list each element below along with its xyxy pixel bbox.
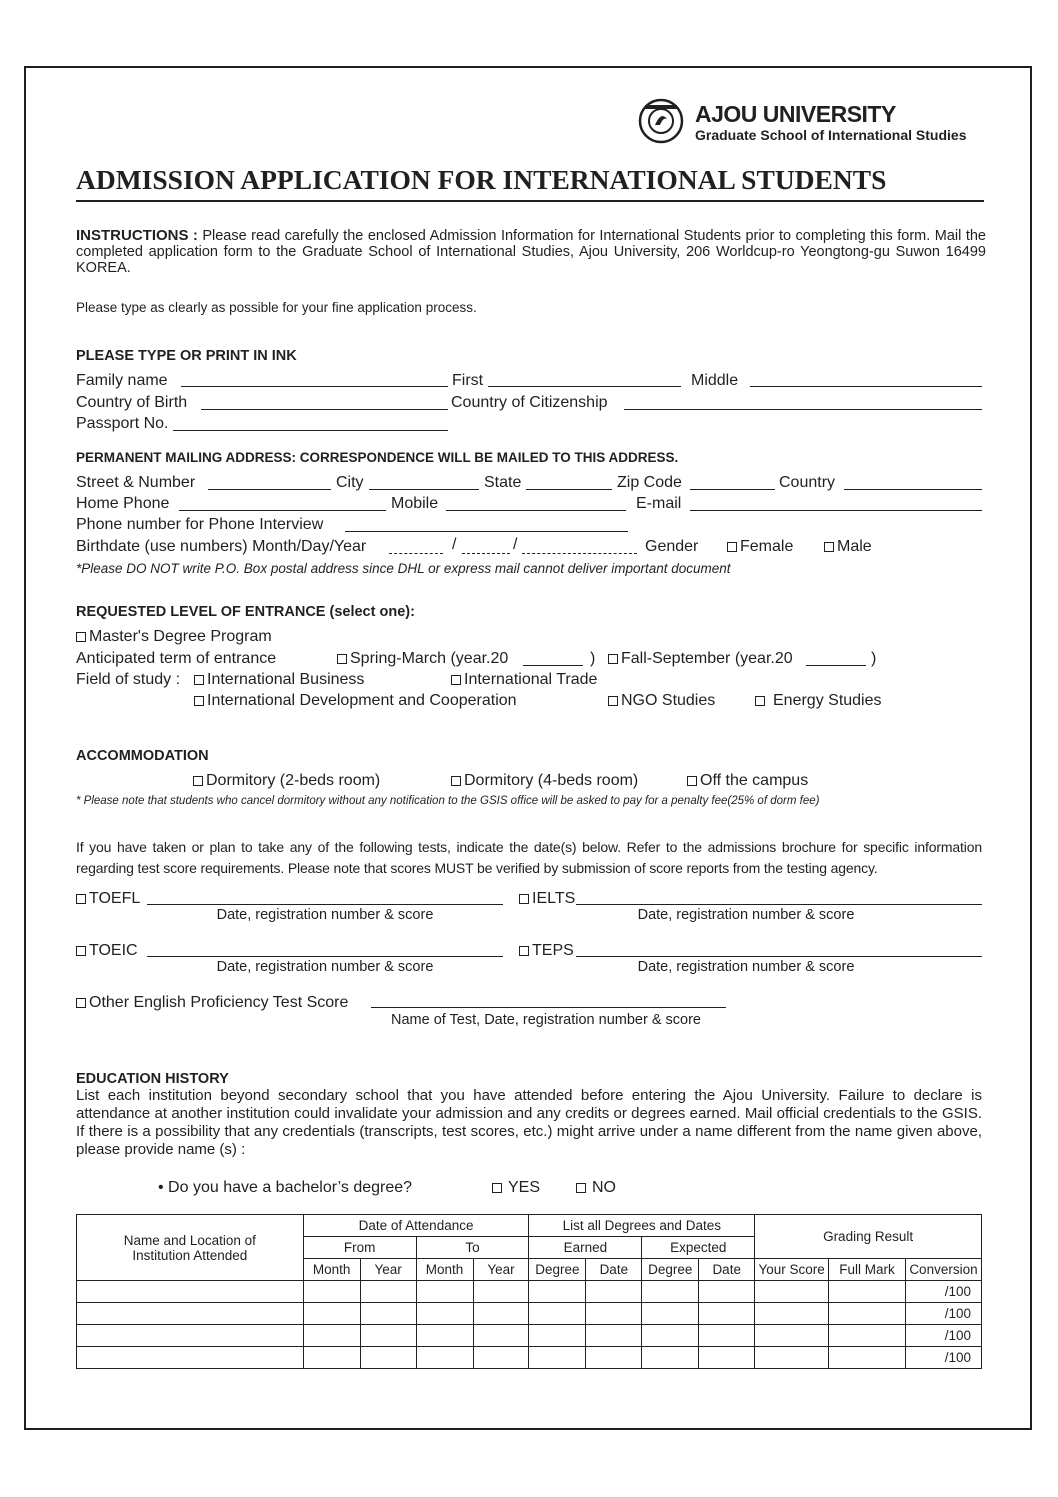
toeic-option[interactable]: TOEIC [76,942,138,960]
teps-field[interactable] [576,956,982,957]
instructions-note: Please type as clearly as possible for your fine application process. [76,300,477,315]
toeic-caption: Date, registration number & score [216,959,434,975]
fall-option[interactable]: Fall-September (year.20 [608,650,793,668]
fall-year-field[interactable] [806,665,866,666]
field-option-business[interactable]: International Business [194,671,364,689]
col-month: Month [416,1259,473,1281]
col-expected: Expected [642,1237,755,1259]
email-label: E-mail [636,495,682,512]
field-option-development[interactable]: International Development and Cooperation [194,692,517,710]
zip-label: Zip Code [617,474,682,491]
birth-day-field[interactable] [462,553,510,554]
yes-checkbox[interactable] [492,1183,502,1193]
education-text: List each institution beyond secondary school that you have attended before entering the Ajou University. Failure to declare is attendance at another institution could invalidate your admission and any credits or degrees earned. Mail official credentials to the GSIS. If there is a possibility that any credentials (transcripts, test scores, etc.) might arrive under a name different from the name given above, please provide name (s) : [76,1087,982,1158]
field-option-trade[interactable]: International Trade [451,671,597,689]
col-date: Date [586,1259,642,1281]
col-to: To [416,1237,529,1259]
country-field[interactable] [844,489,982,490]
business-checkbox[interactable] [194,675,204,685]
table-row [77,1325,982,1347]
accommodation-note: * Please note that students who cancel dormitory without any notification to the GSIS office will be asked to pay for a penalty fee(25% of dorm fee) [76,795,820,807]
teps-checkbox[interactable] [519,946,529,956]
development-checkbox[interactable] [194,696,204,706]
no-checkbox[interactable] [576,1183,586,1193]
conversion-cell[interactable]: /100 [905,1281,981,1303]
toefl-option[interactable]: TOEFL [76,890,140,908]
male-option[interactable]: Male [824,538,872,556]
col-full-mark: Full Mark [829,1259,906,1281]
spring-option[interactable]: Spring-March (year.20 [337,650,508,668]
ielts-field[interactable] [576,904,982,905]
toefl-checkbox[interactable] [76,894,86,904]
teps-option[interactable]: TEPS [519,942,574,960]
trade-checkbox[interactable] [451,675,461,685]
passport-field[interactable] [173,430,448,431]
conversion-cell[interactable]: /100 [905,1325,981,1347]
energy-checkbox[interactable] [755,696,765,706]
city-label: City [336,474,364,491]
col-degrees: List all Degrees and Dates [529,1215,755,1237]
phone-interview-field[interactable] [345,531,628,532]
other-test-checkbox[interactable] [76,998,86,1008]
toeic-checkbox[interactable] [76,946,86,956]
ielts-caption: Date, registration number & score [637,907,855,923]
education-heading: EDUCATION HISTORY [76,1071,229,1087]
dorm-4-option[interactable]: Dormitory (4-beds room) [451,772,638,790]
first-name-label: First [452,372,484,389]
street-field[interactable] [208,489,331,490]
birthdate-label: Birthdate (use numbers) Month/Day/Year [76,538,367,555]
family-name-field[interactable] [181,386,448,387]
country-citizenship-field[interactable] [624,409,982,410]
col-from: From [303,1237,416,1259]
toefl-caption: Date, registration number & score [216,907,434,923]
col-name-location: Name and Location of Institution Attended [77,1215,304,1281]
col-month: Month [303,1259,360,1281]
university-seal-icon [633,97,689,145]
col-degree: Degree [642,1259,699,1281]
dorm-2-option[interactable]: Dormitory (2-beds room) [193,772,380,790]
home-phone-label: Home Phone [76,495,170,512]
table-row [77,1303,982,1325]
toefl-field[interactable] [147,904,503,905]
col-grading: Grading Result [755,1215,982,1259]
country-citizenship-label: Country of Citizenship [451,394,608,411]
off-campus-checkbox[interactable] [687,776,697,786]
conversion-cell[interactable]: /100 [905,1303,981,1325]
bachelor-yes-option[interactable]: YES [492,1179,540,1197]
field-option-energy[interactable]: Energy Studies [755,692,882,710]
state-label: State [484,474,522,491]
page-title: ADMISSION APPLICATION FOR INTERNATIONAL STUDENTS [76,164,887,195]
mobile-field[interactable] [446,510,626,511]
instructions-block: INSTRUCTIONS : Please read carefully the enclosed Admission Information for International Students prior to completing this form. Mail the completed application form to the Graduate School of International Studies, Ajou University, 206 Worldcup-ro Yeongtong-gu Suwon 16499 KOREA. [76,227,986,276]
table-row [77,1281,982,1303]
table-header-row [77,1215,982,1237]
email-field[interactable] [690,510,982,511]
female-option[interactable]: Female [727,538,793,556]
university-name: AJOU UNIVERSITY [695,101,896,127]
home-phone-field[interactable] [179,510,386,511]
personal-heading: PLEASE TYPE OR PRINT IN INK [76,348,297,364]
teps-caption: Date, registration number & score [637,959,855,975]
birth-month-field[interactable] [389,553,443,554]
fall-checkbox[interactable] [608,654,618,664]
spring-checkbox[interactable] [337,654,347,664]
state-field[interactable] [526,489,612,490]
col-attendance: Date of Attendance [303,1215,529,1237]
school-name: Graduate School of International Studies [695,127,967,143]
middle-name-field[interactable] [750,386,982,387]
address-note: *Please DO NOT write P.O. Box postal address since DHL or express mail cannot deliver important document [76,561,731,576]
masters-option[interactable]: Master's Degree Program [76,628,272,646]
other-test-caption: Name of Test, Date, registration number & score [390,1012,701,1028]
street-label: Street & Number [76,474,196,491]
phone-interview-label: Phone number for Phone Interview [76,516,324,533]
middle-name-label: Middle [691,372,739,389]
accommodation-heading: ACCOMMODATION [76,748,209,764]
col-your-score: Your Score [755,1259,829,1281]
education-table [76,1214,982,1369]
ngo-checkbox[interactable] [608,696,618,706]
bachelor-question: • Do you have a bachelor’s degree? [158,1179,413,1196]
ielts-option[interactable]: IELTS [519,890,575,908]
male-checkbox[interactable] [824,542,834,552]
masters-checkbox[interactable] [76,632,86,642]
other-test-field[interactable] [371,1007,726,1008]
conversion-cell[interactable]: /100 [905,1347,981,1369]
spring-year-field[interactable] [523,665,583,666]
title-rule [76,200,984,202]
passport-label: Passport No. [76,415,169,432]
col-conversion: Conversion [905,1259,981,1281]
ielts-checkbox[interactable] [519,894,529,904]
bachelor-no-option[interactable]: NO [576,1179,616,1197]
zip-field[interactable] [690,489,775,490]
birth-year-field[interactable] [522,553,637,554]
entrance-heading: REQUESTED LEVEL OF ENTRANCE (select one): [76,604,415,620]
term-label: Anticipated term of entrance [76,650,277,667]
first-name-field[interactable] [488,386,681,387]
col-year: Year [473,1259,529,1281]
instructions-label: INSTRUCTIONS [76,227,189,244]
address-heading: PERMANENT MAILING ADDRESS: CORRESPONDENCE WILL BE MAILED TO THIS ADDRESS. [76,450,679,465]
field-option-ngo[interactable]: NGO Studies [608,692,715,710]
dorm-4-checkbox[interactable] [451,776,461,786]
col-date: Date [699,1259,755,1281]
off-campus-option[interactable]: Off the campus [687,772,808,790]
instructions-text: Please read carefully the enclosed Admission Information for International Students prior to completing this form. Mail the completed application form to the Graduate School of International Studies, Ajou University, 206 Worldcup-ro Yeongtong-gu Suwon 16499 KOREA. [76,228,986,276]
country-label: Country [779,474,836,491]
toeic-field[interactable] [147,956,503,957]
family-name-label: Family name [76,372,168,389]
table-row [77,1347,982,1369]
gender-label: Gender [645,538,699,555]
mobile-label: Mobile [391,495,439,512]
city-field[interactable] [369,489,479,490]
country-birth-label: Country of Birth [76,394,188,411]
col-year: Year [360,1259,416,1281]
field-label: Field of study : [76,671,181,688]
dorm-2-checkbox[interactable] [193,776,203,786]
female-checkbox[interactable] [727,542,737,552]
country-birth-field[interactable] [201,409,448,410]
other-test-option[interactable]: Other English Proficiency Test Score [76,994,348,1012]
col-degree: Degree [529,1259,586,1281]
col-earned: Earned [529,1237,642,1259]
tests-intro: If you have taken or plan to take any of the following tests, indicate the date(s) below. Refer to the admissions brochure for specific information regarding test score requirements. Please note that scores MUST be verified by submission of score reports from the testing agency. [76,839,982,876]
